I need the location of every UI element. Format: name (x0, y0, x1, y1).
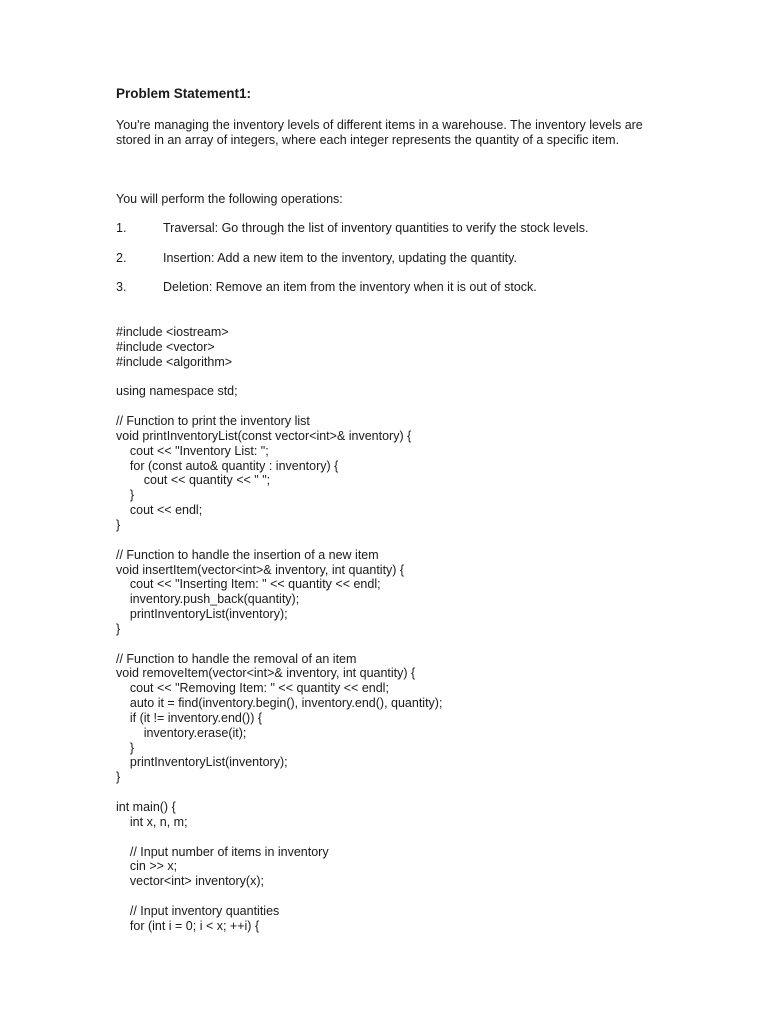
code-line: #include <vector> (116, 339, 215, 354)
operation-item (116, 221, 589, 251)
problem-title: Problem Statement1: (116, 86, 252, 101)
code-line: printInventoryList(inventory); (116, 755, 288, 770)
operation-text: Insertion: Add a new item to the inventory, updating the quantity. (163, 250, 517, 265)
code-line: } (116, 621, 121, 636)
code-line: if (it != inventory.end()) { (116, 710, 263, 725)
operation-text: Traversal: Go through the list of inventory quantities to verify the stock levels. (163, 221, 589, 235)
code-line: inventory.push_back(quantity); (116, 592, 300, 607)
code-line: } (116, 770, 121, 785)
code-line: // Input number of items in inventory (116, 844, 329, 859)
code-line: cout << "Removing Item: " << quantity << endl; (116, 681, 389, 696)
operation-text: Deletion: Remove an item from the inventory when it is out of stock. (163, 280, 537, 294)
code-line: cin >> x; (116, 859, 178, 874)
code-line (116, 399, 442, 414)
code-line (116, 533, 442, 548)
operation-number: 2. (116, 250, 127, 265)
code-line: } (116, 740, 135, 755)
problem-intro: You're managing the inventory levels of different items in a warehouse. The inventory levels are stored in an array of integers, where each integer represents the quantity of a specific item. (116, 118, 643, 147)
code-line: for (const auto& quantity : inventory) { (116, 458, 339, 473)
code-line: } (116, 488, 135, 503)
code-line: void removeItem(vector<int>& inventory, int quantity) { (116, 666, 416, 681)
code-line: int x, n, m; (116, 814, 188, 829)
operations-list (116, 221, 589, 310)
code-line (116, 830, 442, 845)
code-line: // Input inventory quantities (116, 903, 280, 918)
code-line: for (int i = 0; i < x; ++i) { (116, 918, 260, 933)
code-line: auto it = find(inventory.begin(), inventory.end(), quantity); (116, 696, 443, 711)
code-line (116, 637, 442, 652)
code-line (116, 785, 442, 800)
code-line (116, 370, 442, 385)
code-line: // Function to handle the removal of an item (116, 651, 357, 666)
code-line: cout << "Inventory List: "; (116, 443, 269, 458)
operation-number: 1. (116, 221, 127, 235)
code-line: printInventoryList(inventory); (116, 607, 288, 622)
code-line: // Function to print the inventory list (116, 414, 310, 429)
code-line (116, 889, 442, 904)
code-line: } (116, 517, 121, 532)
operations-intro: You will perform the following operations: (116, 192, 343, 206)
code-line: using namespace std; (116, 384, 238, 399)
code-line: cout << quantity << " "; (116, 473, 271, 488)
code-line: #include <algorithm> (116, 354, 233, 369)
operation-number: 3. (116, 280, 127, 294)
code-line: // Function to handle the insertion of a new item (116, 547, 379, 562)
code-line: #include <iostream> (116, 325, 229, 339)
code-line: inventory.erase(it); (116, 725, 247, 740)
code-line: void insertItem(vector<int>& inventory, int quantity) { (116, 562, 405, 577)
operation-item (116, 280, 537, 310)
code-line: void printInventoryList(const vector<int>& inventory) { (116, 428, 412, 443)
code-line: cout << "Inserting Item: " << quantity << endl; (116, 577, 381, 592)
code-line: cout << endl; (116, 503, 203, 518)
code-line: int main() { (116, 800, 176, 814)
code-block (116, 325, 442, 934)
operation-item (116, 250, 517, 281)
code-line: vector<int> inventory(x); (116, 874, 264, 889)
